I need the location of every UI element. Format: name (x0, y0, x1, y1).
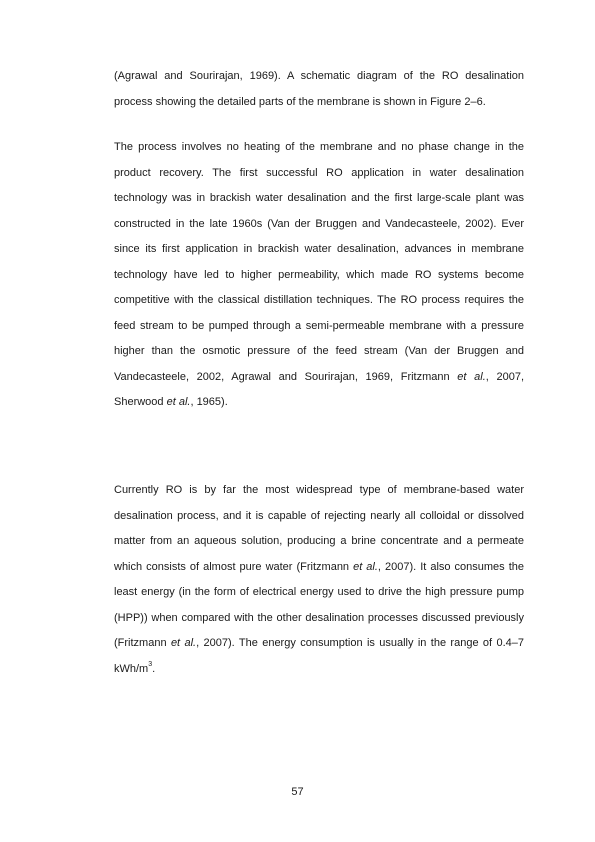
paragraph-2-text-b: , 2007, Sherwood (114, 370, 525, 408)
paragraph-1-text: (Agrawal and Sourirajan, 1969). A schematic diagram of the RO desalination process showing the detailed parts of the membrane is shown in Figure 2–6. (114, 70, 524, 108)
paragraph-1 (114, 64, 524, 115)
paragraph-3-etal-1: et al. (353, 560, 378, 573)
paragraph-2-text-c: , 1965). (190, 396, 228, 408)
paragraph-2-etal-1: et al. (457, 370, 486, 383)
paragraph-2-text-a: The process involves no heating of the membrane and no phase change in the product recovery. The first successful RO application in water desalination technology was in brackish water desalination and the first large-scale plant was constructed in the late 1960s (Van der Bruggen and Vandecasteele, 2002). Ever since its first application in brackish water desalination, advances in membrane technology have led to higher permeability, which made RO systems become competitive with the classical distillation techniques. The RO process requires the feed stream to be pumped through a semi-permeable membrane with a pressure higher than the osmotic pressure of the feed stream (Van der Bruggen and Vandecasteele, 2002, Agrawal and Sourirajan, 1969, Fritzmann (114, 141, 524, 383)
paragraph-3-text-a: Currently RO is by far the most widespread type of membrane-based water desalination process, and it is capable of rejecting nearly all colloidal or dissolved matter from an aqueous solution, producing a brine concentrate and a permeate which consists of almost pure water (Fritzmann (114, 484, 524, 573)
paragraph-3-etal-2: et al. (170, 637, 197, 649)
paragraph-3 (114, 478, 524, 682)
page-number: 57 (291, 786, 304, 798)
paragraph-2 (114, 135, 524, 416)
paragraph-3-text-b: , 2007). It also consumes the least energy (in the form of electrical energy used to drive the high pressure pump (HPP)) when compared with the other desalination processes discussed previously (Fritzmann (114, 560, 524, 649)
paragraph-2-etal-2: et al. (166, 396, 191, 408)
paragraph-3-text-d: . (152, 662, 156, 675)
paragraph-3-text-c: , 2007). The energy consumption is usually in the range of 0.4–7 kWh/m (114, 637, 525, 675)
superscript-cubed: 3 (148, 660, 153, 668)
